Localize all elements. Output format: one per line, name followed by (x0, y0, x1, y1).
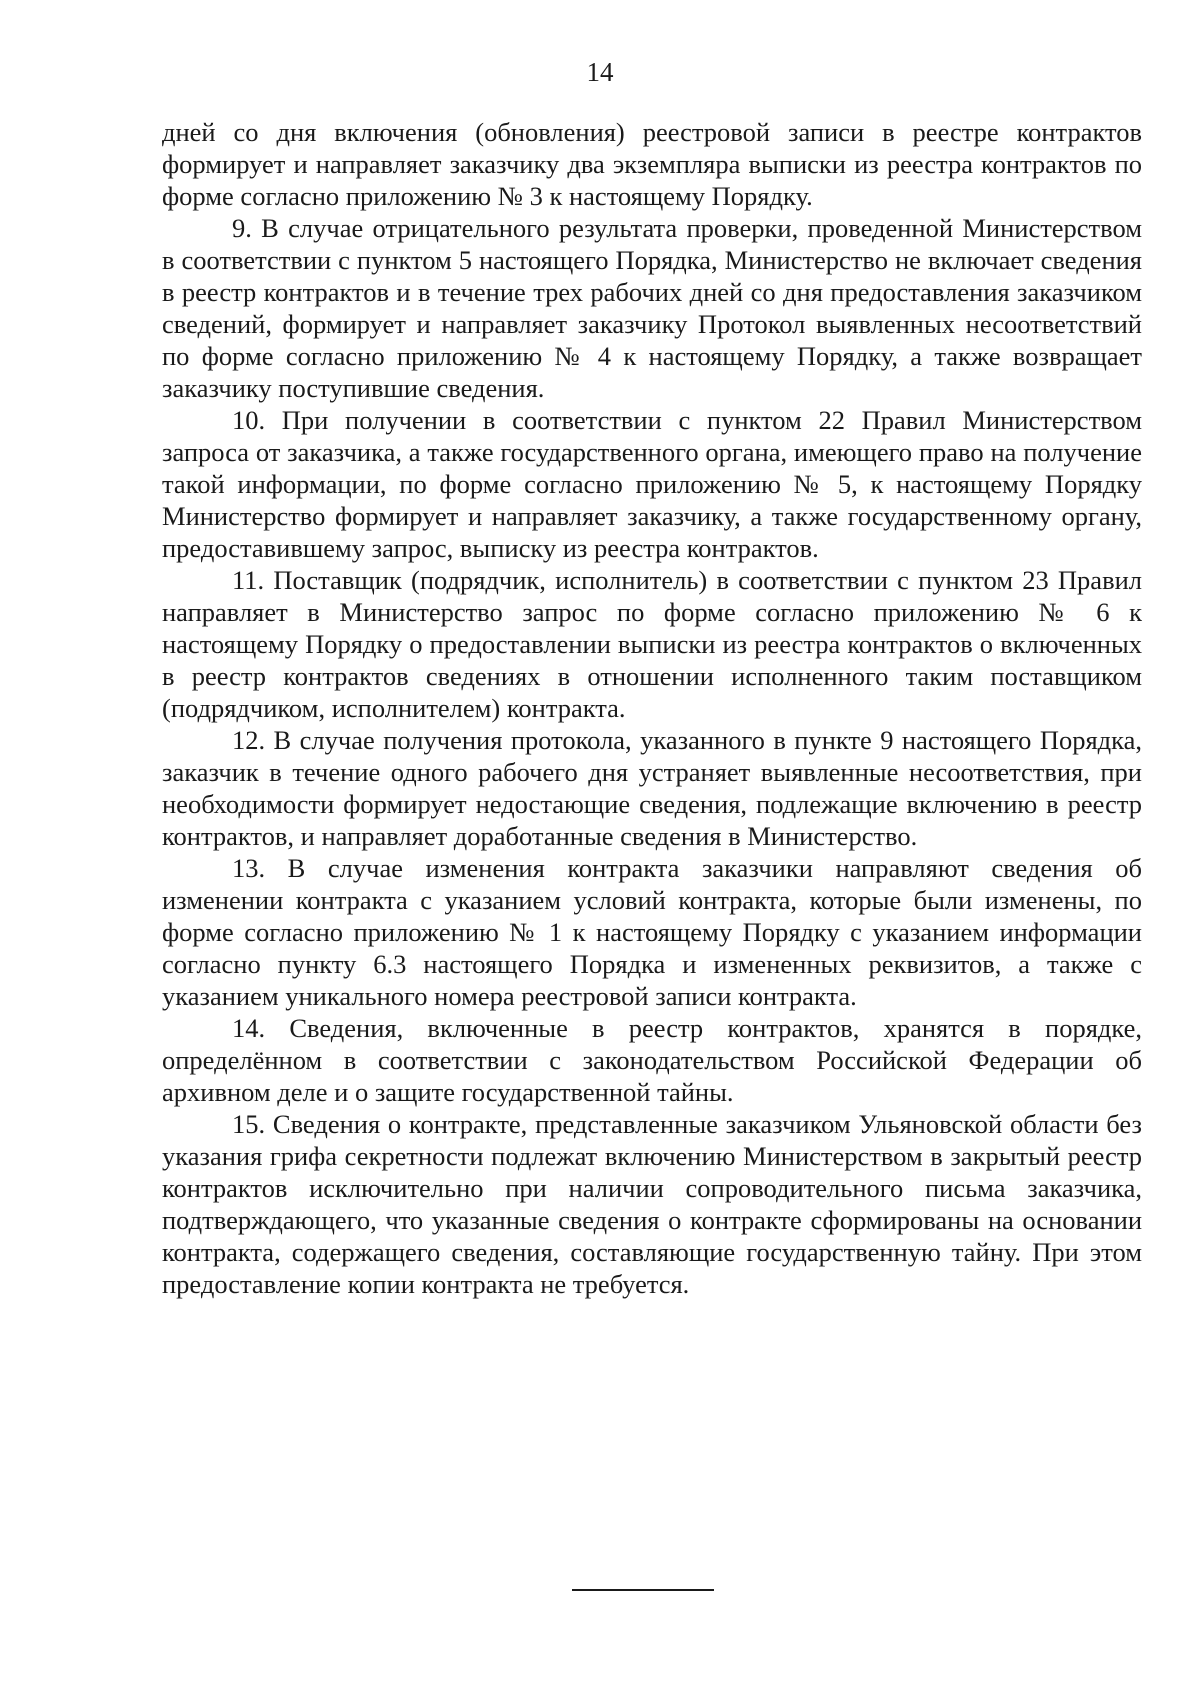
paragraph-item-12: 12. В случае получения протокола, указанного в пункте 9 настоящего Порядка, заказчик в течение одного рабочего дня устраняет выявленные несоответствия, при необходимости формирует недостающие сведения, подлежащие включению в реестр контрактов, и направляет доработанные сведения в Министерство. (162, 725, 1142, 851)
paragraph-item-9: 9. В случае отрицательного результата проверки, проведенной Министерством в соответствии с пунктом 5 настоящего Порядка, Министерство не включает сведения в реестр контрактов и в течение трех рабочих дней со дня предоставления заказчиком сведений, формирует и направляет заказчику Протокол выявленных несоответствий по форме согласно приложению № 4 к настоящему Порядку, а также возвращает заказчику поступившие сведения. (162, 213, 1142, 403)
paragraph-item-13: 13. В случае изменения контракта заказчики направляют сведения об изменении контракта с указанием условий контракта, которые были изменены, по форме согласно приложению № 1 к настоящему Порядку с указанием информации согласно пункту 6.3 настоящего Порядка и измененных реквизитов, а также с указанием уникального номера реестровой записи контракта. (162, 853, 1142, 1011)
end-divider-line (572, 1589, 714, 1591)
paragraph-item-14: 14. Сведения, включенные в реестр контрактов, хранятся в порядке, определённом в соответствии с законодательством Российской Федерации об архивном деле и о защите государственной тайны. (162, 1013, 1142, 1107)
paragraph-continuation: дней со дня включения (обновления) реестровой записи в реестре контрактов формирует и направляет заказчику два экземпляра выписки из реестра контрактов по форме согласно приложению № 3 к настоящему Порядку. (162, 117, 1142, 211)
paragraph-item-10: 10. При получении в соответствии с пунктом 22 Правил Министерством запроса от заказчика, а также государственного органа, имеющего право на получение такой информации, по форме согласно приложению № 5, к настоящему Порядку Министерство формирует и направляет заказчику, а также государственному органу, предоставившему запрос, выписку из реестра контрактов. (162, 405, 1142, 563)
paragraph-item-11: 11. Поставщик (подрядчик, исполнитель) в соответствии с пунктом 23 Правил направляет в Министерство запрос по форме согласно приложению № 6 к настоящему Порядку о предоставлении выписки из реестра контрактов о включенных в реестр контрактов сведениях в отношении исполненного таким поставщиком (подрядчиком, исполнителем) контракта. (162, 565, 1142, 723)
document-body (162, 116, 1142, 1300)
paragraph-item-15: 15. Сведения о контракте, представленные заказчиком Ульяновской области без указания грифа секретности подлежат включению Министерством в закрытый реестр контрактов исключительно при наличии сопроводительного письма заказчика, подтверждающего, что указанные сведения о контракте сформированы на основании контракта, содержащего сведения, составляющие государственную тайну. При этом предоставление копии контракта не требуется. (162, 1109, 1142, 1299)
page-number: 14 (586, 57, 614, 87)
